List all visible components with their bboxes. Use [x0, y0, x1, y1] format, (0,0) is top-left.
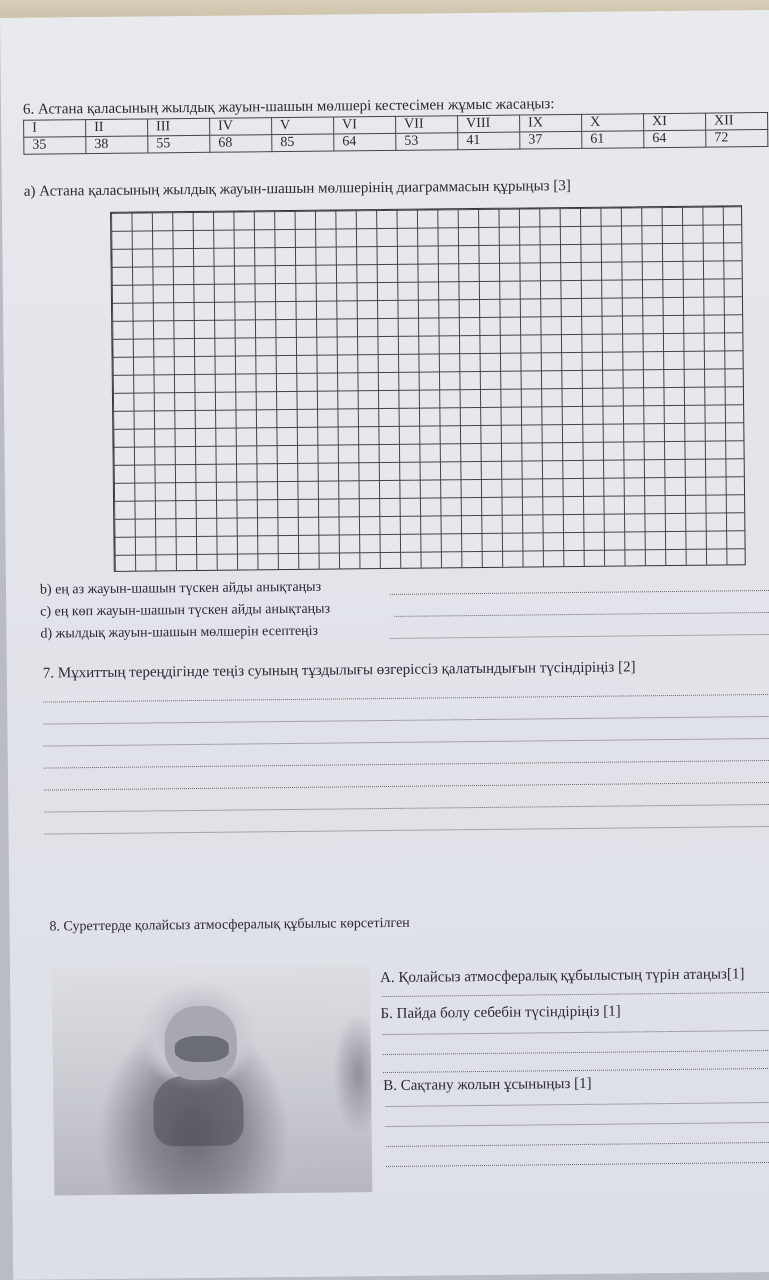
value-cell: 38 — [86, 136, 148, 154]
answer-line[interactable] — [383, 1030, 769, 1035]
value-cell: 64 — [334, 133, 396, 151]
month-cell: VIII — [458, 115, 520, 133]
answer-line[interactable] — [44, 760, 769, 769]
answer-line[interactable] — [386, 1142, 769, 1147]
answer-line[interactable] — [383, 1050, 769, 1055]
month-cell: XII — [706, 112, 768, 130]
month-cell: VI — [334, 116, 396, 134]
value-cell: 61 — [582, 131, 644, 149]
answer-line[interactable] — [43, 716, 769, 725]
value-cell: 85 — [272, 134, 334, 152]
value-cell: 55 — [148, 135, 210, 153]
month-cell: I — [24, 120, 86, 138]
q8-a-prompt: А. Қолайсыз атмосфералық құбылыстың түрін атаңыз[1] — [379, 966, 745, 987]
q6-b-prompt: b) ең аз жауын-шашын түскен айды анықтаңыз — [39, 579, 322, 598]
q8-c-prompt: В. Сақтану жолын ұсыныңыз [1] — [383, 1075, 592, 1095]
value-cell: 37 — [520, 131, 582, 149]
month-cell: II — [86, 119, 148, 137]
month-cell: XI — [644, 113, 706, 131]
month-cell: III — [148, 118, 210, 136]
answer-line[interactable] — [385, 1102, 769, 1107]
answer-line[interactable] — [382, 992, 769, 997]
answer-line[interactable] — [386, 1122, 769, 1127]
q7-title: 7. Мұхиттың тереңдігінде теңіз суының тұздылығы өзгеріссіз қалатындығын түсіндіріңіз [2] — [42, 659, 636, 682]
answer-line[interactable] — [44, 738, 769, 747]
value-cell: 64 — [644, 130, 706, 148]
answer-line[interactable] — [44, 782, 769, 791]
month-cell: VII — [396, 116, 458, 134]
blizzard-photo — [52, 964, 372, 1195]
chart-grid[interactable] — [110, 205, 746, 572]
month-cell: V — [272, 117, 334, 135]
answer-line[interactable] — [386, 1162, 769, 1167]
value-cell: 41 — [458, 132, 520, 150]
q6-d-prompt: d) жылдық жауын-шашын мөлшерін есептеңіз — [40, 623, 319, 642]
q6-a-prompt: а) Астана қаласының жылдық жауын-шашын мөлшерінің диаграммасын құрыңыз [3] — [23, 178, 571, 200]
value-cell: 72 — [706, 129, 768, 147]
month-cell: IX — [520, 114, 582, 132]
photo-face-cover — [175, 1036, 229, 1063]
value-cell: 53 — [396, 133, 458, 151]
worksheet-page — [0, 10, 769, 1280]
precipitation-table — [23, 112, 768, 155]
answer-line[interactable] — [391, 634, 769, 639]
answer-line[interactable] — [44, 804, 769, 813]
answer-line[interactable] — [394, 612, 769, 617]
value-cell: 68 — [210, 135, 272, 153]
month-cell: X — [582, 114, 644, 132]
photo-scarf — [153, 1076, 244, 1147]
q6-c-prompt: c) ең көп жауын-шашын түскен айды анықтаңыз — [40, 601, 331, 620]
answer-line[interactable] — [383, 1068, 769, 1073]
q8-title: 8. Суреттерде қолайсыз атмосфералық құбылыс көрсетілген — [49, 915, 410, 935]
answer-line[interactable] — [390, 590, 769, 595]
answer-line[interactable] — [45, 826, 769, 835]
answer-line[interactable] — [43, 694, 769, 703]
q6-title: 6. Астана қаласының жылдық жауын-шашын мөлшері кестесімен жұмыс жасаңыз: — [22, 96, 555, 118]
month-cell: IV — [210, 118, 272, 136]
value-cell: 35 — [24, 137, 86, 155]
q8-b-prompt: Б. Пайда болу себебін түсіндіріңіз [1] — [380, 1003, 621, 1023]
